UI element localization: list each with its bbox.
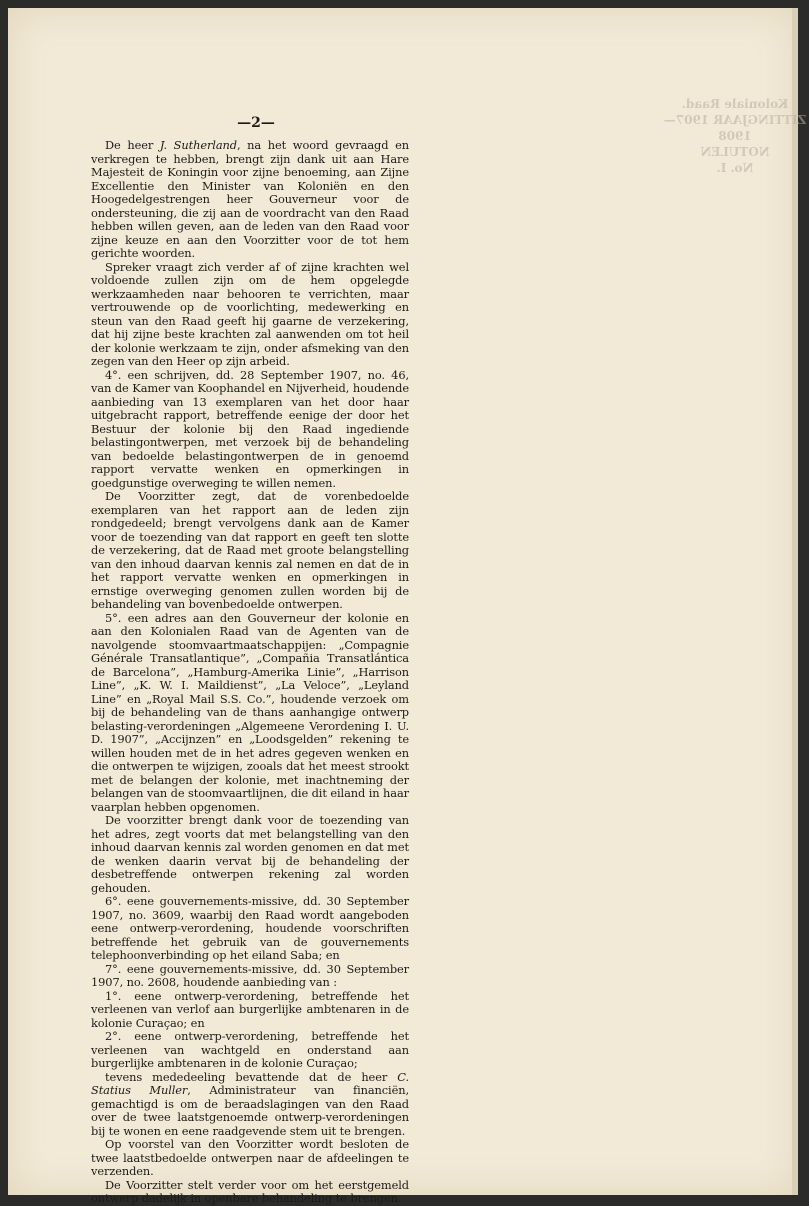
bleed-line: NOTULEN [700, 145, 770, 159]
paragraph: De Voorzitter zegt, dat de vorenbedoelde exemplaren van het rapport aan de leden zijn rondgedeeld; brengt vervolgens dank aan de Kamer voor de toezending van dat rapport en geeft ten slotte de verzekering, dat de Raad met groote belangstelling van den inhoud daarvan kennis zal nemen en dat de in het rapport vervatte wenken en opmerkingen in ernstige overweging genomen zullen worden bij de behandeling van bovenbedoelde ontwerpen. [91, 489, 409, 611]
paragraph: 6°. eene gouvernements-missive, dd. 30 September 1907, no. 3609, waarbij den Raad wordt aangeboden eene ontwerp-verordening, houdende voorschriften betreffende het gebruik van de gouvernements telephoonverbinding op het eiland Saba; en [91, 894, 409, 962]
document-page [8, 8, 807, 1205]
body-text [91, 139, 409, 1206]
paragraph: 5°. een adres aan den Gouverneur der kolonie en aan den Kolonialen Raad van de Agenten van de navolgende stoomvaartmaatschappijen: „Compagnie Générale Transatlantique”, „Compañia Transatlántica de Barcelona”, „Hamburg-Amerika Linie”, „Harrison Line”, „K. W. I. Maildienst”, „La Veloce”, „Leyland Line” en „Royal Mail S.S. Co.”, houdende verzoek om bij de behandeling van de thans aanhangige ontwerp belasting-verordeningen „Algemeene Verordening I. U. D. 1907”, „Accijnzen” en „Loodsgelden” rekening te willen houden met de in het adres gegeven wenken en die ontwerpen te wijzigen, zooals dat het meest strookt met de belangen der kolonie, met inachtneming der belangen van de stoomvaartlijnen, die dit eiland in haar vaarplan hebben opgenomen. [91, 610, 409, 814]
paragraph: De Voorzitter stelt verder voor om het eerstgemeld ontwerp dadelijk in openbare behandeling te brengen. [91, 1177, 409, 1205]
paragraph: De heer J. Sutherland, na het woord gevraagd en verkregen te hebben, brengt zijn dank uit aan Hare Majesteit de Koningin voor zijne benoeming, aan Zijne Excellentie den Minister van Koloniën en den Hoogedelgestrengen heer Gouverneur voor de ondersteuning, die zij aan de voordracht van den Raad hebben willen geven, aan de leden van den Raad voor zijne keuze en aan den Voorzitter voor de tot hem gerichte woorden. [91, 138, 409, 260]
paragraph: De voorzitter brengt dank voor de toezending van het adres, zegt voorts dat met belangstelling van den inhoud daarvan kennis zal worden genomen en dat met de wenken daarin vervat bij de behandeling der desbetreffende ontwerpen rekening zal worden gehouden. [91, 813, 409, 895]
page-edge [792, 8, 798, 1195]
bleed-through-text [660, 96, 809, 176]
bleed-line: ZITTINGJAAR 1907—1908 [663, 113, 807, 143]
paragraph: 7°. eene gouvernements-missive, dd. 30 September 1907, no. 2608, houdende aanbieding van : [91, 961, 409, 989]
italic-name: C. Statius Muller [91, 1069, 409, 1097]
paragraph: Op voorstel van den Voorzitter wordt besloten de twee laatstbedoelde ontwerpen naar de afdeelingen te verzenden. [91, 1137, 409, 1178]
paragraph: 2°. eene ontwerp-verordening, betreffende het verleenen van wachtgeld en onderstand aan burgerlijke ambtenaren in de kolonie Curaçao; [91, 1029, 409, 1070]
page-number: —2— [237, 115, 275, 131]
paragraph: 1°. eene ontwerp-verordening, betreffende het verleenen van verlof aan burgerlijke ambtenaren in de kolonie Curaçao; en [91, 988, 409, 1030]
paragraph: tevens mededeeling bevattende dat de heer C. Statius Muller, Administrateur van financiën, gemachtigd is om de beraadslagingen van den Raad over de twee laatstgenoemde ontwerp-verordeningen bij te wonen en eene raadgevende stem uit te brengen. [91, 1069, 409, 1138]
italic-name: J. Sutherland [159, 138, 237, 152]
paragraph: 4°. een schrijven, dd. 28 September 1907, no. 46, van de Kamer van Koophandel en Nijverheid, houdende aanbieding van 13 exemplaren van het door haar uitgebracht rapport, betreffende eenige der door het Bestuur der kolonie bij den Raad ingediende belastingontwerpen, met verzoek bij de behandeling van bedoelde belastingontwerpen de in genoemd rapport vervatte wenken en opmerkingen in goedgunstige overweging te willen nemen. [91, 367, 409, 490]
paragraph: Spreker vraagt zich verder af of zijne krachten wel voldoende zullen zijn om de hem opgelegde werkzaamheden naar behooren te verrichten, maar vertrouwende op de voorlichting, medewerking en steun van den Raad geeft hij gaarne de verzekering, dat hij zijne beste krachten zal aanwenden om tot heil der kolonie werkzaam te zijn, onder afsmeking van den zegen van den Heer op zijn arbeid. [91, 259, 409, 368]
bleed-line: Koloniale Raad. [681, 97, 789, 111]
bleed-line: No. I. [716, 161, 754, 175]
